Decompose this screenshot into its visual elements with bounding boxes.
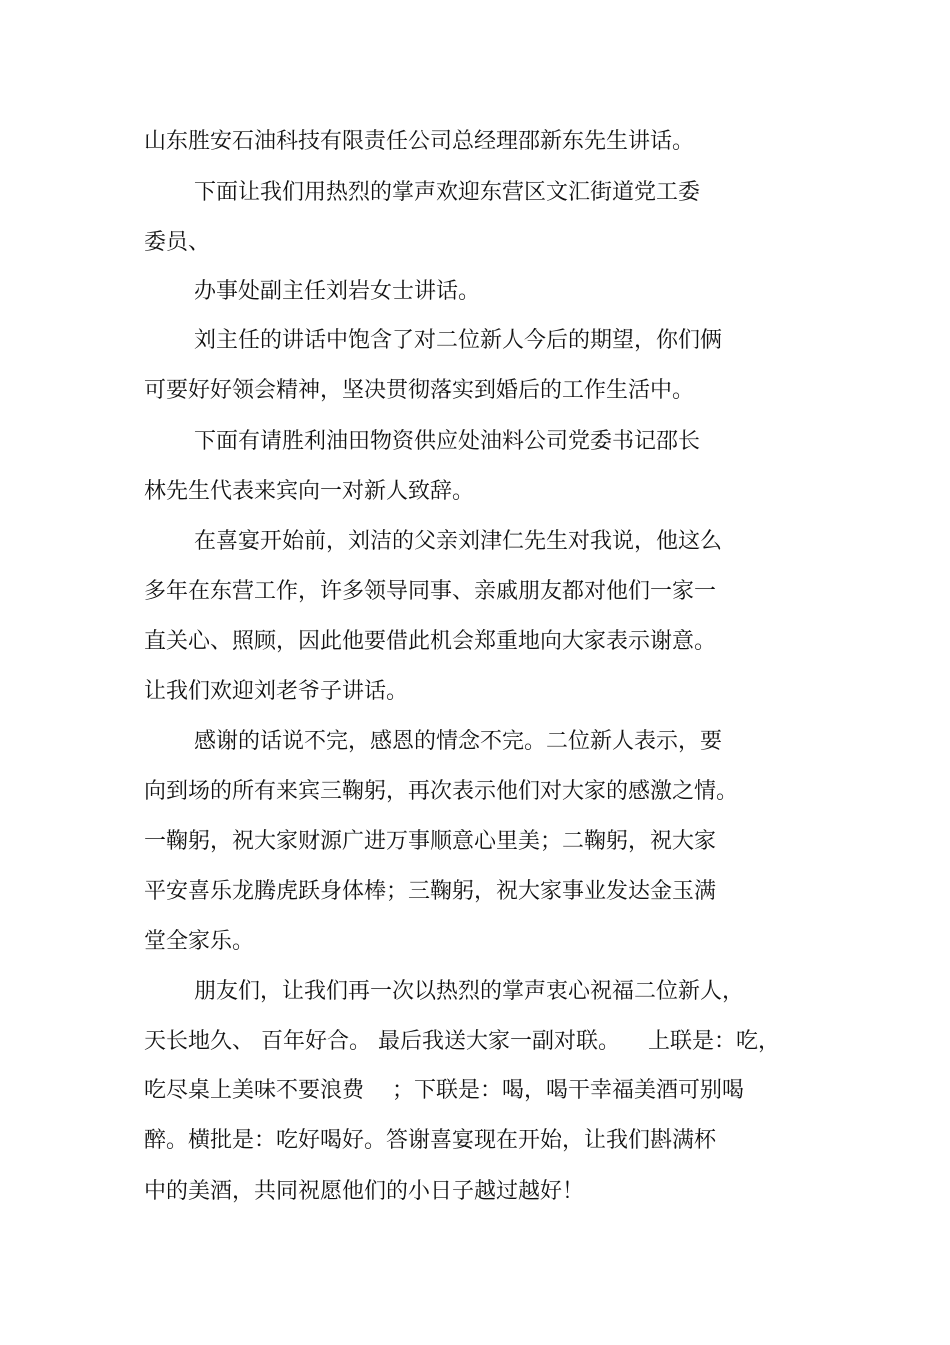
paragraph-first-line: 在喜宴开始前，刘洁的父亲刘津仁先生对我说，他这么 (194, 529, 723, 554)
text-line: 多年在东营工作，许多领导同事、亲戚朋友都对他们一家一 (144, 579, 717, 604)
text-line: 可要好好领会精神，坚决贯彻落实到婚后的工作生活中。 (144, 378, 695, 403)
text-line: 中的美酒，共同祝愿他们的小日子越过越好！ (144, 1179, 585, 1204)
paragraph-first-line: 朋友们，让我们再一次以热烈的掌声衷心祝福二位新人， (194, 979, 745, 1004)
text-line: 吃尽桌上美味不要浪费 ；下联是：喝，喝干幸福美酒可别喝 (144, 1078, 744, 1103)
text-line: 让我们欢迎刘老爷子讲话。 (144, 679, 409, 704)
paragraph-first-line: 刘主任的讲话中饱含了对二位新人今后的期望，你们俩 (194, 328, 723, 353)
text-line: 平安喜乐龙腾虎跃身体棒；三鞠躬，祝大家事业发达金玉满 (144, 879, 717, 904)
paragraph-first-line: 下面有请胜利油田物资供应处油料公司党委书记邵长 (194, 429, 701, 454)
text-line: 一鞠躬，祝大家财源广进万事顺意心里美；二鞠躬，祝大家 (144, 829, 717, 854)
text-line: 直关心、照顾，因此他要借此机会郑重地向大家表示谢意。 (144, 629, 717, 654)
paragraph-first-line: 下面让我们用热烈的掌声欢迎东营区文汇街道党工委 (194, 180, 701, 205)
paragraph-first-line: 办事处副主任刘岩女士讲话。 (194, 279, 481, 304)
text-line: 醉。横批是：吃好喝好。答谢喜宴现在开始，让我们斟满杯 (144, 1128, 717, 1153)
text-line: 向到场的所有来宾三鞠躬，再次表示他们对大家的感激之情。 (144, 779, 739, 804)
text-line: 山东胜安石油科技有限责任公司总经理邵新东先生讲话。 (144, 129, 695, 154)
text-line: 天长地久、 百年好合。 最后我送大家一副对联。 上联是：吃， (144, 1029, 780, 1054)
paragraph-first-line: 感谢的话说不完，感恩的情念不完。二位新人表示，要 (194, 729, 723, 754)
text-line: 堂全家乐。 (144, 929, 255, 954)
text-line: 林先生代表来宾向一对新人致辞。 (144, 479, 475, 504)
text-line: 委员、 (144, 230, 211, 255)
